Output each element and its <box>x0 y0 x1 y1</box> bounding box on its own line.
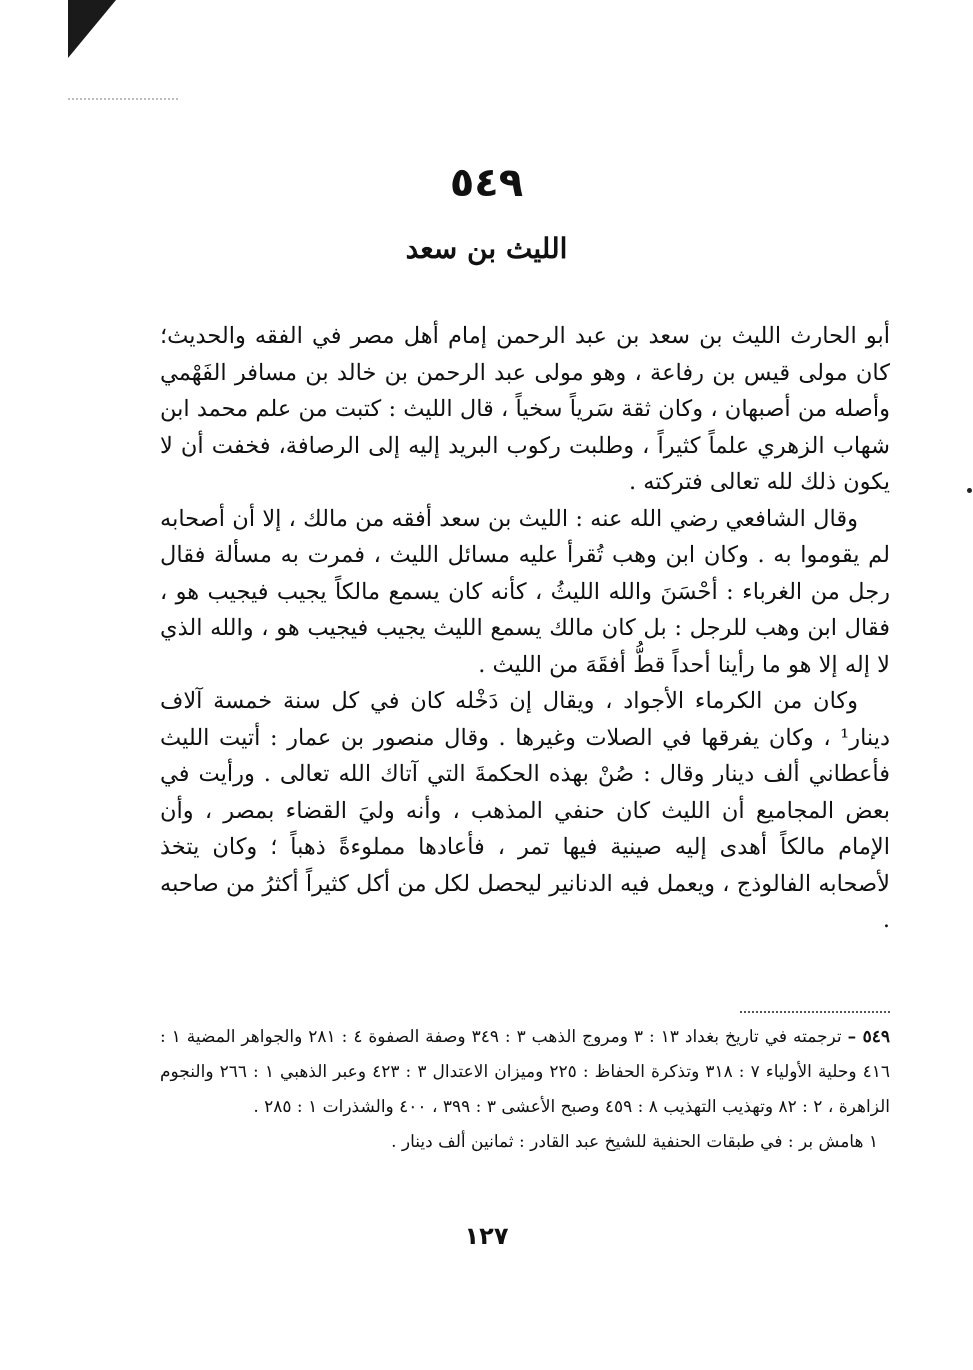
sources-footnote-text: ترجمته في تاريخ بغداد ١٣ : ٣ ومروج الذهب ٣ : ٣٤٩ وصفة الصفوة ٤ : ٢٨١ والجواهر المضية ١ : ٤١٦ وحلية الأولياء ٧ : ٣١٨ وتذكرة الحفاظ : ٢٢٥ وميزان الاعتدال ٣ : ٤٢٣ وعبر الذهبي ١ : ٢٦٦ والنجوم الزاهرة ، ٢ : ٨٢ وتهذيب التهذيب ٨ : ٤٥٩ وصبح الأعشى ٣ : ٣٩٩ ، ٤٠٠ والشذرات ١ : ٢٨٥ . <box>160 1027 890 1117</box>
scan-corner-mark <box>68 0 116 58</box>
biography-text <box>160 318 890 939</box>
sources-footnote-number: ٥٤٩ – <box>847 1027 890 1047</box>
sources-footnote <box>160 1020 890 1125</box>
footnote-1: ١ هامش بر : في طبقات الحنفية للشيخ عبد القادر : ثمانين ألف دينار . <box>391 1132 878 1152</box>
paragraph: وقال الشافعي رضي الله عنه : الليث بن سعد أفقه من مالك ، إلا أن أصحابه لم يقوموا به . وكان ابن وهب تُقرأ عليه مسائل الليث ، فمرت به مسألة فقال رجل من الغرباء : أحْسَنَ والله الليثُ ، كأنه كان يسمع مالكاً يجيب فيجيب هو ، فقال ابن وهب للرجل : بل كان مالك يسمع الليث يجيب فيجيب هو ، والله الذي لا إله إلا هو ما رأينا أحداً قطُّ أفقَهَ من الليث . <box>160 505 890 678</box>
paragraph: أبو الحارث الليث بن سعد بن عبد الرحمن إمام أهل مصر في الفقه والحديث؛ كان مولى قيس بن رفاعة ، وهو مولى عبد الرحمن بن خالد بن مسافر الفَهْمي وأصله من أصبهان ، وكان ثقة سَرياً سخياً ، قال الليث : كتبت من علم محمد ابن شهاب الزهري علماً كثيراً ، وطلبت ركوب البريد إليه إلى الرصافة، فخفت أن لا يكون ذلك لله تعالى فتركته . <box>160 323 890 495</box>
entry-title: الليث بن سعد <box>405 232 568 265</box>
footnotes <box>160 1020 890 1160</box>
paragraph: وكان من الكرماء الأجواد ، ويقال إن دَخْله كان في كل سنة خمسة آلاف دينار¹ ، وكان يفرقها في الصلات وغيرها . وقال منصور بن عمار : أتيت الليث فأعطاني ألف دينار وقال : صُنْ بهذه الحكمةَ التي آتاك الله تعالى . ورأيت في بعض المجاميع أن الليث كان حنفي المذهب ، وأنه وليَ القضاء بمصر ، وأن الإمام مالكاً أهدى إليه صينية فيها تمر ، فأعادها مملوءةً ذهباً ؛ وكان يتخذ لأصحابه الفالوذج ، ويعمل فيه الدنانير ليحصل لكل من أكل كثيراً أكثرُ من صاحبه . <box>160 688 890 933</box>
footnote-divider <box>740 1011 890 1013</box>
entry-number: ٥٤٩ <box>449 160 524 206</box>
scan-artifact-dots <box>68 98 178 100</box>
page-number: ١٢٧ <box>464 1222 509 1250</box>
scan-artifact-dot <box>967 488 972 493</box>
